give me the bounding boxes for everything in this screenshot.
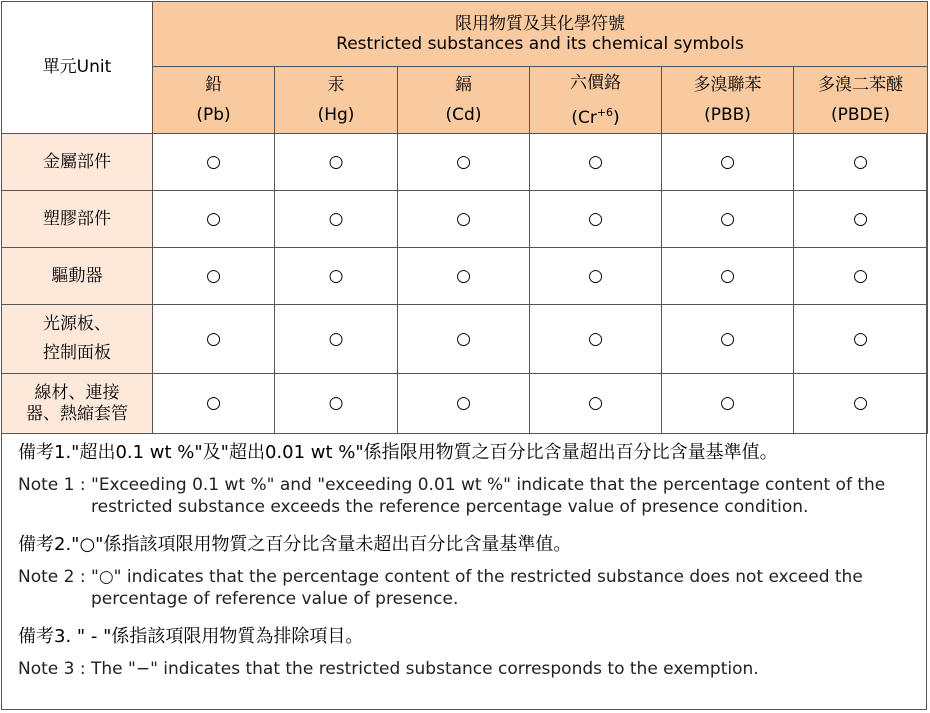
column-header-cadmium <box>398 67 530 134</box>
column-symbol <box>530 98 661 133</box>
restricted-substances-table <box>1 1 928 434</box>
table-cell: ○ <box>794 374 928 434</box>
note-2-en <box>18 566 918 610</box>
table-cell: ○ <box>794 248 928 305</box>
table-cell: ○ <box>794 191 928 248</box>
table-cell: ○ <box>662 191 794 248</box>
table-row <box>2 134 928 191</box>
table-cell: ○ <box>398 191 530 248</box>
table-cell: ○ <box>530 191 662 248</box>
column-name: 六價鉻 <box>570 72 621 93</box>
note-2-cn: 備考2."○"係指該項限用物質之百分比含量未超出百分比含量基準值。 <box>18 534 572 555</box>
note-1-cn: 備考1."超出0.1 wt %"及"超出0.01 wt %"係指限用物質之百分比含量超出百分比含量基準值。 <box>18 442 778 463</box>
substances-title-cn: 限用物質及其化學符號 <box>455 13 625 34</box>
note-1-en <box>18 474 918 518</box>
column-header-chromium <box>530 67 662 134</box>
row-label-line: 器、熱縮套管 <box>26 403 128 424</box>
table-cell: ○ <box>153 305 275 374</box>
column-header-pbde <box>794 67 928 134</box>
table-cell: ○ <box>794 134 928 191</box>
table-cell: ○ <box>153 374 275 434</box>
table-cell: ○ <box>794 305 928 374</box>
column-header-mercury <box>275 67 398 134</box>
note-text: "○" indicates that the percentage content of the restricted substance does not exceed the percentage of reference value of presence. <box>91 567 863 609</box>
table-cell: ○ <box>662 374 794 434</box>
symbol-close: ) <box>613 107 620 128</box>
note-label: Note 1 : <box>18 475 91 495</box>
notes-section <box>18 438 918 680</box>
table-row <box>2 191 928 248</box>
table-row <box>2 305 928 374</box>
column-name: 鎘 <box>455 75 472 95</box>
note-text: "Exceeding 0.1 wt %" and "exceeding 0.01 wt %" indicate that the percentage content of the restricted substance exceeds the reference percentage value of presence condition. <box>91 475 886 517</box>
row-label: 金屬部件 <box>2 134 153 191</box>
column-name: 多溴聯苯 <box>693 75 762 95</box>
column-header-lead <box>153 67 275 134</box>
table-cell: ○ <box>275 248 398 305</box>
table-cell: ○ <box>398 134 530 191</box>
table-cell: ○ <box>275 305 398 374</box>
table-cell: ○ <box>398 374 530 434</box>
table-cell: ○ <box>398 248 530 305</box>
symbol-base: (Cr <box>571 107 597 128</box>
table-row <box>2 248 928 305</box>
table-cell: ○ <box>662 305 794 374</box>
table-cell: ○ <box>530 374 662 434</box>
row-label-line: 光源板、 <box>43 314 111 334</box>
table-cell: ○ <box>153 191 275 248</box>
table-cell: ○ <box>153 134 275 191</box>
column-header-pbb <box>662 67 794 134</box>
unit-header: 單元Unit <box>2 2 153 134</box>
note-3-cn: 備考3. " - "係指該項限用物質為排除項目。 <box>18 626 364 647</box>
row-label: 塑膠部件 <box>2 191 153 248</box>
table-cell: ○ <box>398 305 530 374</box>
substances-header <box>153 2 928 67</box>
row-label <box>2 305 153 374</box>
column-name: 汞 <box>327 75 345 95</box>
column-name: 鉛 <box>205 75 222 95</box>
column-symbol: (PBDE) <box>830 105 890 125</box>
note-3-en <box>18 658 918 680</box>
table-cell: ○ <box>275 374 398 434</box>
note-text: The "−" indicates that the restricted substance corresponds to the exemption. <box>91 659 759 679</box>
column-name: 多溴二苯醚 <box>818 75 903 95</box>
table-cell: ○ <box>275 191 398 248</box>
note-label: Note 3 : <box>18 659 91 679</box>
table-cell: ○ <box>662 248 794 305</box>
column-symbol: (Cd) <box>445 105 482 125</box>
table-cell: ○ <box>530 134 662 191</box>
table-row <box>2 374 928 434</box>
column-symbol: (PBB) <box>704 105 751 125</box>
row-label: 驅動器 <box>2 248 153 305</box>
row-label-line: 控制面板 <box>43 343 111 363</box>
row-label <box>2 374 153 434</box>
substances-title-en: Restricted substances and its chemical symbols <box>336 34 744 54</box>
table-cell: ○ <box>153 248 275 305</box>
note-label: Note 2 : <box>18 567 91 587</box>
column-symbol: (Hg) <box>317 105 355 125</box>
table-cell: ○ <box>662 134 794 191</box>
symbol-superscript: +6 <box>596 105 614 119</box>
table-cell: ○ <box>530 248 662 305</box>
table-cell: ○ <box>530 305 662 374</box>
table-cell: ○ <box>275 134 398 191</box>
column-symbol: (Pb) <box>196 105 231 125</box>
row-label-line: 線材、連接 <box>34 382 120 403</box>
